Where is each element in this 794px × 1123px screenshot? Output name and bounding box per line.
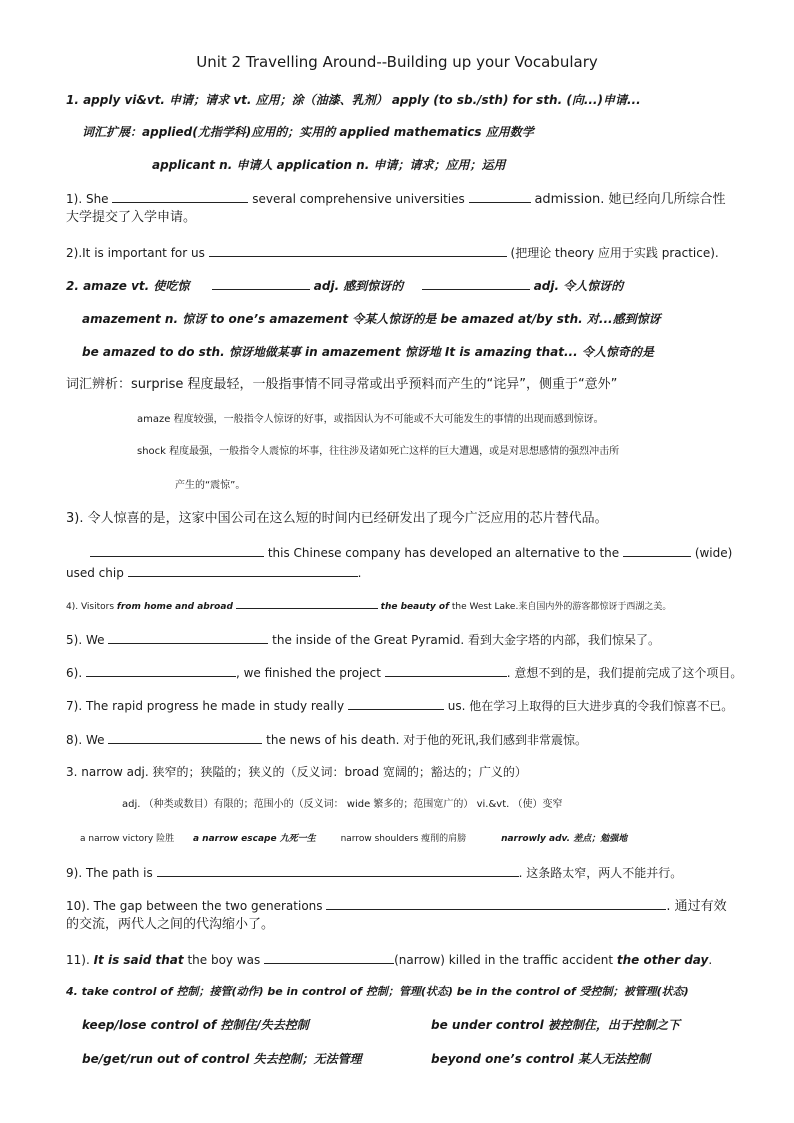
sentence-4-part-b: from home and abroad <box>116 602 233 612</box>
sentence-3-chinese: 3). 令人惊喜的是，这家中国公司在这么短的时间内已经研发出了现今广泛应用的芯片替代品。 <box>66 511 608 526</box>
blank-6b[interactable] <box>385 664 507 677</box>
blank-3b[interactable] <box>623 544 691 557</box>
amaze-head-b: adj. 感到惊讶的 <box>313 279 404 293</box>
narrowly-adv: narrowly adv. 差点；勉强地 <box>501 834 628 844</box>
sentence-3-part-b: (wide) <box>694 546 733 560</box>
word-heading-amaze <box>66 277 623 294</box>
narrow-phrases <box>80 831 627 847</box>
sentence-5-part-b: the inside of the Great Pyramid. 看到大金字塔的内部，我们惊呆了。 <box>272 633 661 647</box>
sentence-7-part-a: 7). The rapid progress he made in study really <box>66 699 345 713</box>
word-heading-control: 4. take control of 控制；接管(动作) be in control of 控制；管理(状态) be in the control of 受控制；被管理(状态) <box>66 985 689 998</box>
sentence-11-part-e: the other day <box>616 953 709 967</box>
sentence-3-part-a: this Chinese company has developed an alternative to the <box>267 546 620 560</box>
narrow-victory: a narrow victory 险胜 <box>80 834 175 844</box>
sentence-10-part-b: . 通过有效 <box>666 899 727 914</box>
amaze-head-c: adj. 令人惊讶的 <box>533 279 624 293</box>
sentence-4-part-c: the beauty of <box>380 602 450 612</box>
sentence-9-part-a: 9). The path is <box>66 866 153 880</box>
control-phrase-beyond: beyond one’s control 某人无法控制 <box>431 1052 651 1066</box>
sentence-11 <box>66 951 712 968</box>
blank-1a[interactable] <box>112 190 248 203</box>
blank-11[interactable] <box>264 951 394 964</box>
amaze-head-a: 2. amaze vt. 使吃惊 <box>66 279 190 293</box>
sentence-5-part-a: 5). We <box>66 633 105 647</box>
sentence-4 <box>66 598 671 615</box>
sentence-11-part-c: the boy was <box>187 953 261 967</box>
control-phrase-under: be under control 被控制住，出于控制之下 <box>431 1018 680 1032</box>
narrow-shoulders: narrow shoulders 瘦削的肩膀 <box>340 834 467 844</box>
sentence-3-part-c: used chip <box>66 566 124 580</box>
word-analysis-shock: shock 程度最强，一般指令人震惊的坏事，往往涉及诸如死亡这样的巨大遭遇，或是对思想感情的强烈冲击所 <box>137 446 620 457</box>
blank-6a[interactable] <box>86 664 236 677</box>
sentence-10 <box>66 897 727 915</box>
blank-5[interactable] <box>108 631 268 644</box>
sentence-10-part-a: 10). The gap between the two generations <box>66 899 323 913</box>
sentence-7 <box>66 697 733 714</box>
sentence-2-part-b: (把理论 theory 应用于实践 practice). <box>510 246 719 260</box>
sentence-3-part-d: . <box>357 566 362 580</box>
sentence-1-continued: 大学提交了入学申请。 <box>66 210 197 225</box>
blank-3c[interactable] <box>128 564 358 577</box>
sentence-1-part-b: several comprehensive universities <box>252 192 465 206</box>
sentence-8-part-b: the news of his death. 对于他的死讯,我们感到非常震惊。 <box>266 733 588 747</box>
blank-amazed[interactable] <box>212 277 310 290</box>
word-analysis-amaze: amaze 程度较强，一般指令人惊讶的好事，或指因认为不可能或不大可能发生的事情的出现而感到惊讶。 <box>137 414 604 425</box>
sentence-1 <box>66 190 726 208</box>
sentence-1-part-a: 1). She <box>66 192 109 206</box>
sentence-9 <box>66 864 682 881</box>
sentence-2 <box>66 244 719 261</box>
blank-7[interactable] <box>348 697 444 710</box>
sentence-6 <box>66 664 742 681</box>
narrow-escape: a narrow escape 九死一生 <box>192 834 316 844</box>
word-analysis: 词汇辨析：surprise 程度最轻，一般指事情不同寻常或出乎预料而产生的“诧异”，侧重于“意外” <box>66 377 618 392</box>
blank-1b[interactable] <box>469 190 531 203</box>
sentence-8 <box>66 731 587 748</box>
sentence-3 <box>90 544 732 561</box>
sentence-11-part-f: . <box>708 953 713 967</box>
sentence-10-continued: 的交流，两代人之间的代沟缩小了。 <box>66 917 275 932</box>
amaze-forms-2: be amazed to do sth. 惊讶地做某事 in amazement 惊讶地 It is amazing that... 令人惊奇的是 <box>82 345 654 359</box>
word-analysis-shock-2: 产生的“震惊”。 <box>175 480 246 491</box>
word-heading-narrow: 3. narrow adj. 狭窄的；狭隘的；狭义的（反义词：broad 宽阔的；豁达的；广义的） <box>66 765 527 779</box>
page-title: Unit 2 Travelling Around--Building up your Vocabulary <box>196 53 598 71</box>
blank-10[interactable] <box>326 897 666 910</box>
word-extension-2: applicant n. 申请人 application n. 申请；请求；应用；运用 <box>152 158 506 172</box>
amaze-forms-1: amazement n. 惊讶 to one’s amazement 令某人惊讶的是 be amazed at/by sth. 对...感到惊讶 <box>82 312 661 326</box>
sentence-6-part-a: 6). <box>66 666 83 680</box>
sentence-8-part-a: 8). We <box>66 733 105 747</box>
sentence-11-part-b: It is said that <box>93 953 184 967</box>
sentence-5 <box>66 631 660 648</box>
sentence-2-part-a: 2).It is important for us <box>66 246 205 260</box>
control-phrase-out-of: be/get/run out of control 失去控制；无法管理 <box>82 1052 362 1066</box>
blank-9[interactable] <box>157 864 519 877</box>
sentence-11-part-d: (narrow) killed in the traffic accident <box>394 953 614 967</box>
blank-4[interactable] <box>236 598 378 609</box>
sentence-4-part-d: the West Lake.来自国内外的游客都惊讶于西湖之美。 <box>451 602 672 612</box>
sentence-4-part-a: 4). Visitors <box>66 602 115 612</box>
sentence-6-part-b: , we finished the project <box>235 666 381 680</box>
blank-2[interactable] <box>209 244 507 257</box>
narrow-adj-meaning: adj. （种类或数目）有限的；范围小的（反义词： wide 繁多的；范围宽广的） vi.&vt. （使）变窄 <box>122 799 563 810</box>
blank-amazing[interactable] <box>422 277 530 290</box>
blank-3a[interactable] <box>90 544 264 557</box>
sentence-3-continued <box>66 564 361 581</box>
sentence-7-part-b: us. 他在学习上取得的巨大进步真的令我们惊喜不已。 <box>447 699 734 713</box>
sentence-6-part-c: . 意想不到的是，我们提前完成了这个项目。 <box>506 666 743 680</box>
word-extension: 词汇扩展：applied(尤指学科)应用的；实用的 applied mathematics 应用数学 <box>82 125 534 139</box>
sentence-1-part-c: admission. 她已经向几所综合性 <box>534 192 726 207</box>
sentence-9-part-b: . 这条路太窄，两人不能并行。 <box>518 866 683 880</box>
sentence-11-part-a: 11). <box>66 953 90 967</box>
control-phrase-keep-lose: keep/lose control of 控制住/失去控制 <box>82 1018 309 1032</box>
word-heading-apply: 1. apply vi&vt. 申请；请求 vt. 应用；涂（油漆、乳剂） apply (to sb./sth) for sth. (向...)申请... <box>66 93 641 107</box>
blank-8[interactable] <box>108 731 262 744</box>
